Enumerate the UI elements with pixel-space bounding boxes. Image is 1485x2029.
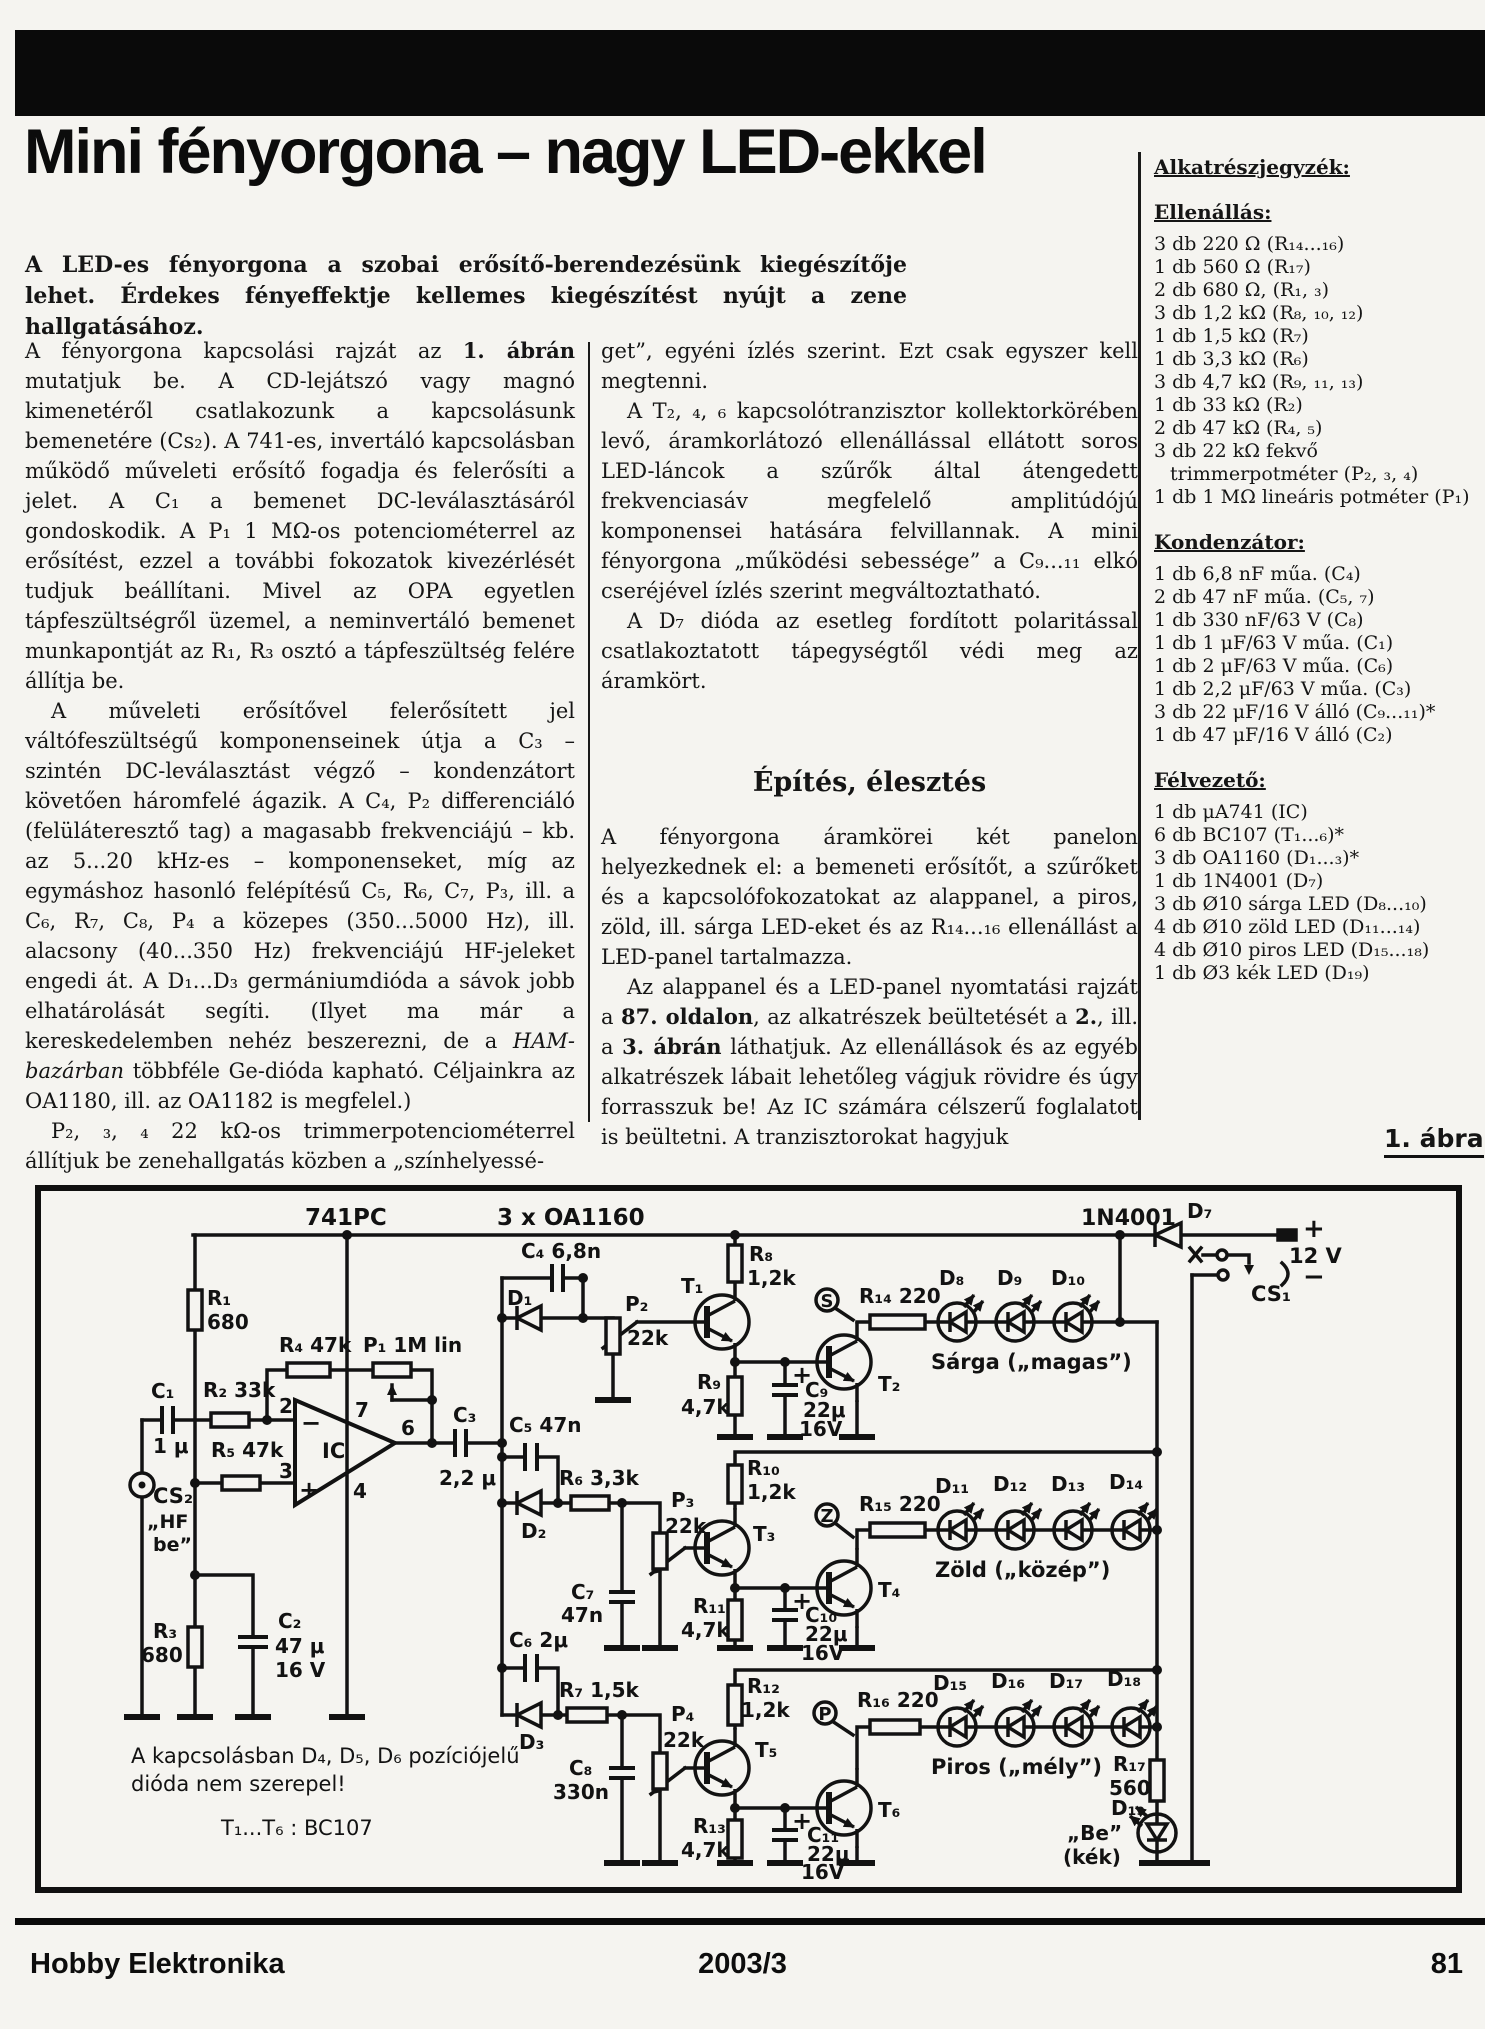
figure-label: 16V — [799, 1417, 843, 1441]
figure-label: T₅ — [755, 1738, 778, 1762]
paragraph-text: A fényorgona kapcsolási rajzát az — [25, 339, 463, 363]
resistor-R2 — [211, 1413, 249, 1427]
figure-label: R₁₆ 220 — [857, 1688, 939, 1712]
parts-item: 1 db 560 Ω (R₁₇) — [1154, 256, 1311, 278]
figure-label: D₉ — [997, 1266, 1023, 1290]
figure-label: R₁₇ — [1113, 1752, 1146, 1776]
figure-label: R₁ — [207, 1286, 232, 1310]
figure-label: 1N4001 — [1081, 1206, 1176, 1231]
figure-label: 22μ — [807, 1842, 850, 1866]
figure-label: R₁₃ — [693, 1814, 726, 1838]
parts-item: 1 db 1 MΩ lineáris potméter (P₁) — [1154, 486, 1470, 508]
figure-label: + — [792, 1807, 813, 1835]
figure-label: R₁₄ 220 — [859, 1284, 941, 1308]
parts-item: 1 db 1N4001 (D₇) — [1154, 870, 1324, 892]
resistor-R1 — [188, 1290, 202, 1330]
figure-label: 16V — [801, 1641, 845, 1665]
parts-item: 3 db 1,2 kΩ (R₈, ₁₀, ₁₂) — [1154, 302, 1364, 324]
figure-label: T₁...T₆ : BC107 — [221, 1816, 373, 1840]
figure-label: 22μ — [805, 1622, 848, 1646]
figure-label: 4,7k — [681, 1838, 730, 1862]
figure-label: R₁₁ — [693, 1594, 726, 1618]
parts-item: 3 db 22 μF/16 V álló (C₉...₁₁)* — [1154, 701, 1436, 723]
figure-label: D₁₆ — [991, 1669, 1026, 1693]
body-paragraph: P₂, ₃, ₄ 22 kΩ-os trimmerpotenciométerrel állítjuk be zenehallgatás közben a „színhelyessé- — [25, 1119, 575, 1173]
power-plug-pin — [1217, 1250, 1227, 1260]
figure-label: − — [1303, 1262, 1325, 1292]
figure-label: D₁₉ — [1111, 1796, 1146, 1820]
parts-items-resistors — [1154, 233, 1482, 509]
parts-item: 1 db 47 μF/16 V álló (C₂) — [1154, 724, 1393, 746]
figure-label: T₆ — [878, 1798, 901, 1822]
paragraph-text: , ill. a — [601, 1005, 1138, 1059]
figure-label: 2,2 μ — [439, 1466, 497, 1490]
resistor-R16 — [870, 1720, 920, 1734]
figure-label: + — [1303, 1214, 1325, 1244]
led-D12 — [996, 1503, 1041, 1549]
figure-label: R₄ 47k — [279, 1333, 352, 1357]
power-plug-pin — [1218, 1270, 1228, 1280]
resistor-R11 — [728, 1600, 742, 1640]
parts-item: 3 db OA1160 (D₁...₃)* — [1154, 847, 1360, 869]
body-paragraph: A D₇ dióda az esetleg fordított polaritással csatlakoztatott tápegységtől védi meg az áramkört. — [601, 609, 1138, 693]
figure-label: dióda nem szerepel! — [131, 1772, 346, 1796]
jack-pin-icon — [139, 1482, 146, 1489]
figure-label: 3 x OA1160 — [497, 1205, 645, 1231]
figure-label: R₅ 47k — [211, 1438, 284, 1462]
figure-label: D₈ — [939, 1266, 965, 1290]
figure-label: 1 μ — [153, 1434, 189, 1458]
led-D18 — [1112, 1700, 1157, 1746]
figure-label: P₁ 1M lin — [363, 1333, 463, 1357]
figure-label: R₈ — [749, 1242, 774, 1266]
figure-label: CS₁ — [1251, 1282, 1292, 1306]
figure-label: C₁₁ — [807, 1823, 840, 1847]
parts-list — [1154, 156, 1482, 985]
figure-label: D₁₀ — [1051, 1266, 1086, 1290]
figure-label: D₁ — [507, 1286, 533, 1310]
figure-label: T₄ — [878, 1578, 901, 1602]
parts-item: 2 db 47 nF műa. (C₅, ₇) — [1154, 586, 1375, 608]
parts-item: 1 db 1 μF/63 V műa. (C₁) — [1154, 632, 1394, 654]
figure-label: 680 — [141, 1643, 183, 1667]
parts-item: 1 db 2,2 μF/63 V műa. (C₃) — [1154, 678, 1412, 700]
body-paragraph — [601, 972, 1138, 1152]
sidebar-divider — [1138, 152, 1141, 1120]
section-heading: Építés, élesztés — [752, 767, 987, 798]
figure-label: R₁₂ — [747, 1674, 780, 1698]
resistor-R13 — [728, 1820, 742, 1858]
figure-label: 741PC — [305, 1205, 387, 1231]
figure-label: C₅ 47n — [509, 1413, 582, 1437]
parts-items-capacitors — [1154, 563, 1482, 747]
parts-section-title: Félvezető: — [1154, 768, 1266, 792]
article-column-1 — [25, 336, 575, 1176]
footer-issue: 2003/3 — [698, 1948, 787, 1980]
figure-label: 560 — [1109, 1776, 1151, 1800]
parts-item: 3 db 220 Ω (R₁₄...₁₆) — [1154, 233, 1345, 255]
figure-label: 1,2k — [741, 1698, 790, 1722]
paragraph-text: A műveleti erősítővel felerősített jel váltófeszültségű komponenseinek útja a C₃ – szintén DC-leválasztást végző – kondenzátort követően háromfelé ágazik. A C₄, P₂ differenciáló (felüláteresztő tag) a magasabb frekvenciájú – kb. az 5...20 kHz-es – komponenseket, míg az egymáshoz hasonló felépítésű C₅, R₆, C₇, P₃, ill. a C₆, R₇, C₈, P₄ a közepes (350...5000 Hz), ill. alacsony (40...350 Hz) frekvenciájú HF-jeleket engedi át. A D₁...D₃ germániumdióda a sávok jobb elhatárolását segíti. (Ilyet ma már a kereskedelemben nehéz beszerezni, de a — [25, 699, 575, 1053]
figure-label: C₉ — [805, 1378, 829, 1402]
figure-label: T₃ — [753, 1522, 776, 1546]
parts-item: 3 db Ø10 sárga LED (D₈...₁₀) — [1154, 893, 1427, 915]
parts-item: 1 db Ø3 kék LED (D₁₉) — [1154, 962, 1370, 984]
figure-label: CS₂ — [153, 1484, 194, 1508]
parts-item: 1 db 3,3 kΩ (R₆) — [1154, 348, 1309, 370]
scanned-header-banner — [15, 30, 1485, 116]
figure-label: T₁ — [681, 1274, 704, 1298]
figure-label: C₈ — [569, 1756, 593, 1780]
figure-label: R₁₀ — [747, 1456, 780, 1480]
figure-label: „HF — [147, 1511, 189, 1533]
led-D11 — [938, 1503, 983, 1549]
italic-reference: HAM-bazárban — [25, 1029, 575, 1083]
figure-label: D₁₄ — [1109, 1470, 1144, 1494]
figure-label: 4 — [353, 1479, 367, 1503]
resistor-R8 — [728, 1245, 742, 1282]
parts-item: 4 db Ø10 piros LED (D₁₅...₁₈) — [1154, 939, 1430, 961]
figure-label: 1,2k — [747, 1480, 796, 1504]
figure-label: D₂ — [521, 1519, 547, 1543]
bold-reference: 1. ábrán — [462, 338, 575, 363]
led-D10 — [1054, 1295, 1099, 1341]
trimmer-P2 — [606, 1318, 620, 1354]
page-title: Mini fényorgona – nagy LED-ekkel — [24, 117, 986, 187]
parts-item: 1 db 33 kΩ (R₂) — [1154, 394, 1303, 416]
figure-label: C₂ — [278, 1609, 302, 1633]
figure-label: 3 — [279, 1459, 293, 1483]
figure-label: C₆ 2μ — [509, 1628, 569, 1652]
figure-label: Zöld („közép”) — [935, 1558, 1111, 1582]
body-paragraph: get”, egyéni ízlés szerint. Ezt csak egyszer kell megtenni. — [601, 339, 1138, 393]
figure-label: 7 — [355, 1398, 369, 1422]
led-D8 — [938, 1295, 983, 1341]
power-plus-terminal — [1278, 1230, 1296, 1240]
figure-label: R₇ 1,5k — [559, 1678, 639, 1702]
parts-list-header: Alkatrészjegyzék: — [1154, 155, 1350, 179]
figure-label: R₆ 3,3k — [559, 1466, 639, 1490]
transistors — [694, 1282, 871, 1848]
circuit-figure — [35, 1185, 1462, 1893]
figure-label: 22k — [627, 1326, 669, 1350]
column-divider — [588, 342, 590, 1122]
led-D16 — [996, 1700, 1041, 1746]
parts-item: 2 db 680 Ω, (R₁, ₃) — [1154, 279, 1330, 301]
figure-label: 6 — [401, 1416, 415, 1440]
figure-label: A kapcsolásban D₄, D₅, D₆ pozíciójelű — [131, 1744, 520, 1768]
figure-label: D₁₃ — [1051, 1472, 1086, 1496]
figure-label: 2 — [279, 1394, 293, 1418]
figure-label: (kék) — [1063, 1845, 1121, 1869]
figure-label: 330n — [553, 1780, 609, 1804]
figure-label: C₄ 6,8n — [521, 1239, 602, 1263]
bold-reference: 87. oldalon — [620, 1004, 754, 1029]
figure-label: 680 — [207, 1310, 249, 1334]
parts-item: 1 db 2 μF/63 V műa. (C₆) — [1154, 655, 1394, 677]
figure-label: R₁₅ 220 — [859, 1492, 941, 1516]
figure-label: P₃ — [671, 1488, 695, 1512]
resistor-R5 — [222, 1476, 260, 1490]
body-paragraph: A fényorgona áramkörei két panelon helyezkednek el: a bemeneti erősítőt, a szűrőket és a kapcsolófokozatokat az alappanel, a piros, zöld, ill. sárga LED-eket és az R₁₄...₁₆ ellenállást a LED-panel tartalmazza. — [601, 825, 1138, 969]
figure-label: − — [301, 1409, 322, 1437]
plug-arrow-icon — [1244, 1265, 1254, 1275]
resistor-R17 — [1150, 1760, 1164, 1801]
circuit-diagram — [35, 1185, 1462, 1893]
article-column-2 — [601, 336, 1138, 1152]
resistor-R4 — [287, 1363, 330, 1377]
parts-item: 3 db 22 kΩ fekvő trimmerpotméter (P₂, ₃, ₄) — [1154, 440, 1419, 485]
lead-paragraph: A LED-es fényorgona a szobai erősítő-berendezésünk kiegészítője lehet. Érdekes fényeffektje kellemes kiegészítést nyújt a zene hallgatásához. — [25, 252, 907, 340]
resistor-R14 — [870, 1315, 925, 1329]
figure-label: Z — [820, 1506, 834, 1527]
parts-section-title: Ellenállás: — [1154, 200, 1272, 224]
figure-label: S — [820, 1291, 834, 1312]
paragraph-text: , az alkatrészek beültetését a — [753, 1005, 1076, 1029]
resistor-R7 — [567, 1708, 607, 1722]
figure-label: P₄ — [671, 1702, 695, 1726]
led-D14 — [1112, 1503, 1157, 1549]
figure-label: + — [792, 1587, 813, 1615]
led-D15 — [938, 1700, 983, 1746]
figure-label: P₂ — [625, 1292, 649, 1316]
figure-caption: 1. ábra — [1384, 1124, 1484, 1158]
figure-label: 16V — [801, 1860, 845, 1884]
parts-section-title: Kondenzátor: — [1154, 530, 1305, 554]
parts-item: 1 db 330 nF/63 V (C₈) — [1154, 609, 1364, 631]
figure-label: T₂ — [878, 1372, 901, 1396]
parts-item: 6 db BC107 (T₁...₆)* — [1154, 824, 1344, 846]
body-paragraph — [25, 696, 575, 1116]
figure-label: + — [299, 1476, 320, 1504]
parts-item: 1 db 6,8 nF műa. (C₄) — [1154, 563, 1361, 585]
figure-label: 1,2k — [747, 1266, 796, 1290]
parts-item: 3 db 4,7 kΩ (R₉, ₁₁, ₁₃) — [1154, 371, 1364, 393]
figure-label: be” — [153, 1534, 192, 1556]
resistor-R10 — [728, 1465, 742, 1503]
footer-page-number: 81 — [1430, 1948, 1463, 1980]
led-D13 — [1054, 1503, 1099, 1549]
trimmer-P4 — [653, 1753, 667, 1789]
resistor-R15 — [870, 1523, 925, 1537]
figure-label: P — [818, 1704, 832, 1725]
parts-items-semiconductors — [1154, 801, 1482, 985]
led-D9 — [996, 1295, 1041, 1341]
parts-item: 2 db 47 kΩ (R₄, ₅) — [1154, 417, 1323, 439]
bold-reference: 2. — [1075, 1004, 1098, 1029]
page-footer — [0, 1948, 1485, 1988]
figure-label: R₃ — [153, 1619, 178, 1643]
figure-label: Piros („mély”) — [931, 1755, 1102, 1779]
resistor-R9 — [728, 1377, 742, 1415]
figure-label: C₁ — [151, 1379, 175, 1403]
figure-label: Sárga („magas”) — [931, 1350, 1132, 1374]
paragraph-text: láthatjuk. Az ellenállások és az egyéb alkatrészek lábait lehetőleg vágjuk rövidre és úgy forrasszuk be! Az IC számára célszerű foglalatot is beültetni. A tranzisztorokat hagyjuk — [601, 1035, 1138, 1149]
parts-item: 1 db 1,5 kΩ (R₇) — [1154, 325, 1309, 347]
figure-label: D₁₇ — [1049, 1669, 1084, 1693]
figure-label: 22μ — [803, 1398, 846, 1422]
led-D17 — [1054, 1700, 1099, 1746]
figure-label: D₁₁ — [935, 1474, 970, 1498]
paragraph-text: többféle Ge-dióda kapható. Céljainkra az OA1180, ill. az OA1182 is megfelel.) — [25, 1059, 575, 1113]
figure-label: 12 V — [1289, 1244, 1342, 1268]
paragraph-text: mutatjuk be. A CD-lejátszó vagy magnó kimenetéről csatlakozunk a kapcsolásunk bemenetére (Cs₂). A 741-es, invertáló kapcsolásban működő műveleti erősítő fogadja és felerősíti a jelet. A C₁ a bemenet DC-leválasztásáról gondoskodik. A P₁ 1 MΩ-os potenciométerrel az erősítést, ezzel a további fokozatok kivezérlését tudjuk beállítani. Mivel az OPA egyetlen tápfeszültségről üzemel, a neminvertáló bemenet munkapontját az R₁, R₃ osztó a tápfeszültség felére állítja be. — [25, 369, 575, 693]
figure-label: D₁₅ — [933, 1671, 968, 1695]
figure-label: 4,7k — [681, 1395, 730, 1419]
figure-label: C₇ — [571, 1580, 595, 1604]
figure-label: 22k — [663, 1728, 705, 1752]
resistor-R6 — [571, 1496, 609, 1510]
figure-label: 47n — [561, 1603, 604, 1627]
figure-label: „Be” — [1067, 1821, 1123, 1845]
figure-label: R₂ 33k — [203, 1378, 276, 1402]
figure-label: C₁₀ — [805, 1603, 838, 1627]
parts-item: 4 db Ø10 zöld LED (D₁₁...₁₄) — [1154, 916, 1421, 938]
resistor-R12 — [728, 1685, 742, 1725]
footer-magazine-name: Hobby Elektronika — [30, 1948, 285, 1980]
bold-reference: 3. ábrán — [622, 1034, 722, 1059]
figure-label: D₁₂ — [993, 1472, 1028, 1496]
figure-label: 4,7k — [681, 1618, 730, 1642]
figure-label: D₇ — [1187, 1199, 1213, 1223]
pot-P1 — [373, 1363, 411, 1377]
figure-label: D₃ — [519, 1730, 545, 1754]
figure-label: D₁₈ — [1107, 1667, 1142, 1691]
figure-label: + — [792, 1361, 813, 1389]
figure-label: C₃ — [453, 1403, 477, 1427]
trimmer-P3 — [653, 1533, 667, 1569]
resistor-R3 — [188, 1627, 202, 1667]
figure-label: 47 μ — [275, 1634, 325, 1658]
figure-label: 22k — [665, 1514, 707, 1538]
figure-label: IC — [322, 1439, 346, 1463]
body-paragraph — [25, 336, 575, 696]
parts-item: 1 db μA741 (IC) — [1154, 801, 1308, 823]
figure-label: R₉ — [697, 1370, 722, 1394]
figure-label: 16 V — [275, 1658, 326, 1682]
footer-rule — [15, 1918, 1485, 1925]
body-paragraph: A T₂, ₄, ₆ kapcsolótranzisztor kollektorkörében levő, áramkorlátozó ellenállással ellátott soros LED-láncok a szűrők által átengedett frekvenciasáv megfelelő amplitúdójú komponensei hatására felvillannak. A mini fényorgona „működési sebessége” a C₉...₁₁ elkó cseréjével ízlés szerint megváltoztatható. — [601, 399, 1138, 603]
paragraph-text: Az alappanel és a LED-panel nyomtatási rajzát a — [601, 975, 1138, 1029]
